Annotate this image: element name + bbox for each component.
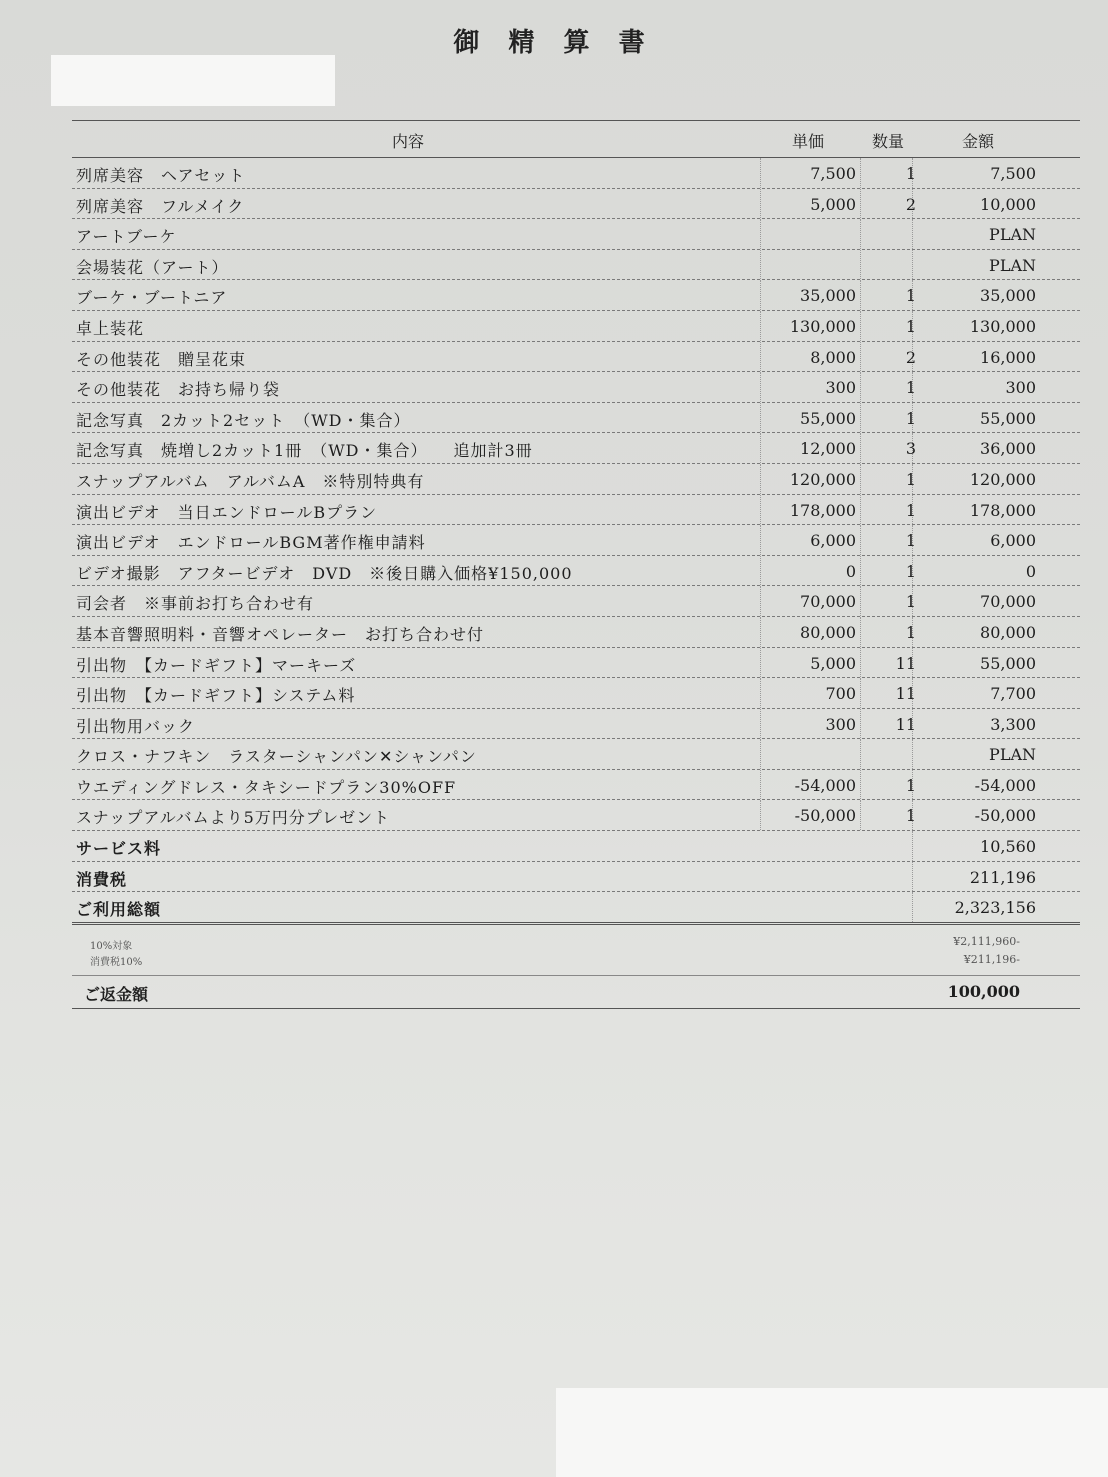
item-amount: PLAN xyxy=(989,225,1036,245)
item-amount: 7,500 xyxy=(990,164,1036,183)
table-row xyxy=(72,342,1080,373)
item-description: 基本音響照明料・音響オペレーター お打ち合わせ付 xyxy=(76,624,485,644)
item-quantity: 11 xyxy=(895,714,916,734)
item-description: アートブーケ xyxy=(76,227,177,247)
item-quantity: 1 xyxy=(905,531,916,551)
item-amount: 178,000 xyxy=(969,500,1036,520)
consumption-tax-row xyxy=(72,862,1080,893)
refund-label: ご返金額 xyxy=(84,984,149,1004)
table-row xyxy=(72,372,1080,403)
item-description: 司会者 ※事前お打ち合わせ有 xyxy=(76,594,315,614)
statement-table xyxy=(72,120,1080,1009)
item-quantity: 2 xyxy=(905,194,916,214)
item-amount: 10,000 xyxy=(980,194,1036,214)
taxable-amount: ¥2,111,960- xyxy=(953,934,1020,948)
consumption-tax-label: 消費税 xyxy=(76,869,128,889)
item-unit-price: 80,000 xyxy=(800,622,856,642)
item-unit-price: 178,000 xyxy=(789,500,856,520)
refund-row xyxy=(72,976,1080,1009)
item-description: スナップアルバム アルバムA ※特別特典有 xyxy=(76,471,425,491)
item-amount: 300 xyxy=(1005,378,1036,398)
item-amount: 0 xyxy=(1025,561,1036,581)
item-unit-price: 5,000 xyxy=(810,653,856,673)
table-row xyxy=(72,709,1080,740)
item-quantity: 11 xyxy=(895,653,916,673)
table-row xyxy=(72,739,1080,770)
item-quantity: 1 xyxy=(905,775,916,795)
tax-amount: ¥211,196- xyxy=(963,952,1020,966)
table-row xyxy=(72,586,1080,617)
item-quantity: 1 xyxy=(905,622,916,642)
item-amount: 6,000 xyxy=(990,531,1036,551)
item-amount: 55,000 xyxy=(980,408,1036,428)
item-unit-price: 8,000 xyxy=(810,347,856,367)
item-description: スナップアルバムより5万円分プレゼント xyxy=(76,808,391,828)
table-row xyxy=(72,311,1080,342)
item-unit-price: -50,000 xyxy=(794,806,856,826)
item-description: ウエディングドレス・タキシードプラン30%OFF xyxy=(76,777,457,797)
service-fee-label: サービス料 xyxy=(76,839,162,859)
item-description: 引出物 【カードギフト】マーキーズ xyxy=(76,655,357,675)
item-quantity: 1 xyxy=(905,500,916,520)
item-amount: 3,300 xyxy=(990,714,1036,734)
table-row xyxy=(72,433,1080,464)
item-description: 会場装花（アート） xyxy=(76,257,229,277)
table-row xyxy=(72,678,1080,709)
tax-breakdown xyxy=(72,925,1080,976)
table-row xyxy=(72,525,1080,556)
header-description: 内容 xyxy=(392,132,425,151)
item-amount: 80,000 xyxy=(980,622,1036,642)
item-quantity: 3 xyxy=(905,439,916,459)
line-items xyxy=(72,158,1080,831)
item-amount: 35,000 xyxy=(980,286,1036,306)
grand-total-value: 2,323,156 xyxy=(954,898,1036,918)
item-unit-price: 7,500 xyxy=(810,164,856,183)
item-quantity: 11 xyxy=(895,684,916,704)
item-quantity: 1 xyxy=(905,561,916,581)
header-quantity: 数量 xyxy=(872,132,905,151)
table-row xyxy=(72,189,1080,220)
item-unit-price: 5,000 xyxy=(810,194,856,214)
item-description: ビデオ撮影 アフタービデオ DVD ※後日購入価格¥150,000 xyxy=(76,563,573,583)
item-unit-price: 0 xyxy=(845,561,856,581)
item-unit-price: 300 xyxy=(825,714,856,734)
header-unit-price: 単価 xyxy=(792,132,825,151)
item-description: その他装花 お持ち帰り袋 xyxy=(76,380,281,400)
item-quantity: 1 xyxy=(905,408,916,428)
service-fee-value: 10,560 xyxy=(980,837,1036,857)
table-row xyxy=(72,617,1080,648)
item-amount: 36,000 xyxy=(980,439,1036,459)
table-row xyxy=(72,770,1080,801)
item-description: 記念写真 2カット2セット （WD・集合） xyxy=(76,410,411,430)
item-unit-price: -54,000 xyxy=(794,775,856,795)
item-quantity: 1 xyxy=(905,286,916,306)
table-row xyxy=(72,280,1080,311)
item-quantity: 1 xyxy=(905,378,916,398)
item-amount: 16,000 xyxy=(980,347,1036,367)
item-unit-price: 55,000 xyxy=(800,408,856,428)
item-description: その他装花 贈呈花束 xyxy=(76,349,247,369)
table-header xyxy=(72,120,1080,158)
table-row xyxy=(72,556,1080,587)
item-description: 列席美容 ヘアセット xyxy=(76,166,246,185)
item-unit-price: 130,000 xyxy=(789,316,856,336)
item-description: 記念写真 焼増し2カット1冊 （WD・集合） 追加計3冊 xyxy=(76,441,533,461)
table-row xyxy=(72,403,1080,434)
item-unit-price: 35,000 xyxy=(800,286,856,306)
item-description: 演出ビデオ 当日エンドロールBプラン xyxy=(76,502,378,522)
table-row xyxy=(72,648,1080,679)
table-row xyxy=(72,800,1080,831)
item-unit-price: 70,000 xyxy=(800,592,856,612)
table-row xyxy=(72,464,1080,495)
document-title: 御 精 算 書 xyxy=(453,28,655,58)
item-amount: 130,000 xyxy=(969,316,1036,336)
header-amount: 金額 xyxy=(962,132,995,151)
item-description: 引出物 【カードギフト】システム料 xyxy=(76,686,356,706)
item-amount: 70,000 xyxy=(980,592,1036,612)
item-description: 引出物用バック xyxy=(76,716,196,736)
item-unit-price: 300 xyxy=(825,378,856,398)
item-description: クロス・ナフキン ラスターシャンパン✕シャンパン xyxy=(76,747,477,767)
item-description: 卓上装花 xyxy=(76,318,145,338)
redacted-block-bottom xyxy=(556,1388,1108,1477)
table-row xyxy=(72,495,1080,526)
item-unit-price: 700 xyxy=(825,684,856,704)
item-amount: 55,000 xyxy=(980,653,1036,673)
item-amount: PLAN xyxy=(989,745,1036,765)
item-quantity: 2 xyxy=(905,347,916,367)
item-quantity: 1 xyxy=(905,806,916,826)
item-unit-price: 6,000 xyxy=(810,531,856,551)
item-quantity: 1 xyxy=(905,164,916,183)
item-description: 列席美容 フルメイク xyxy=(76,196,245,216)
item-amount: -50,000 xyxy=(974,806,1036,826)
item-unit-price: 120,000 xyxy=(789,469,856,489)
item-quantity: 1 xyxy=(905,469,916,489)
item-description: 演出ビデオ エンドロールBGM著作権申請料 xyxy=(76,533,426,553)
taxable-label: 10%対象 xyxy=(90,940,133,952)
redacted-block-top xyxy=(51,55,335,106)
item-amount: PLAN xyxy=(989,255,1036,275)
service-fee-row xyxy=(72,831,1080,862)
consumption-tax-value: 211,196 xyxy=(969,867,1036,887)
item-quantity: 1 xyxy=(905,316,916,336)
item-description: ブーケ・ブートニア xyxy=(76,288,228,308)
item-quantity: 1 xyxy=(905,592,916,612)
grand-total-row xyxy=(72,892,1080,925)
tax-rate-label: 消費税10% xyxy=(90,956,143,968)
item-unit-price: 12,000 xyxy=(800,439,856,459)
refund-amount: 100,000 xyxy=(947,981,1020,1001)
table-row xyxy=(72,219,1080,250)
item-amount: 120,000 xyxy=(969,469,1036,489)
grand-total-label: ご利用総額 xyxy=(76,900,162,920)
table-row xyxy=(72,158,1080,189)
table-row xyxy=(72,250,1080,281)
item-amount: -54,000 xyxy=(974,775,1036,795)
item-amount: 7,700 xyxy=(990,684,1036,704)
